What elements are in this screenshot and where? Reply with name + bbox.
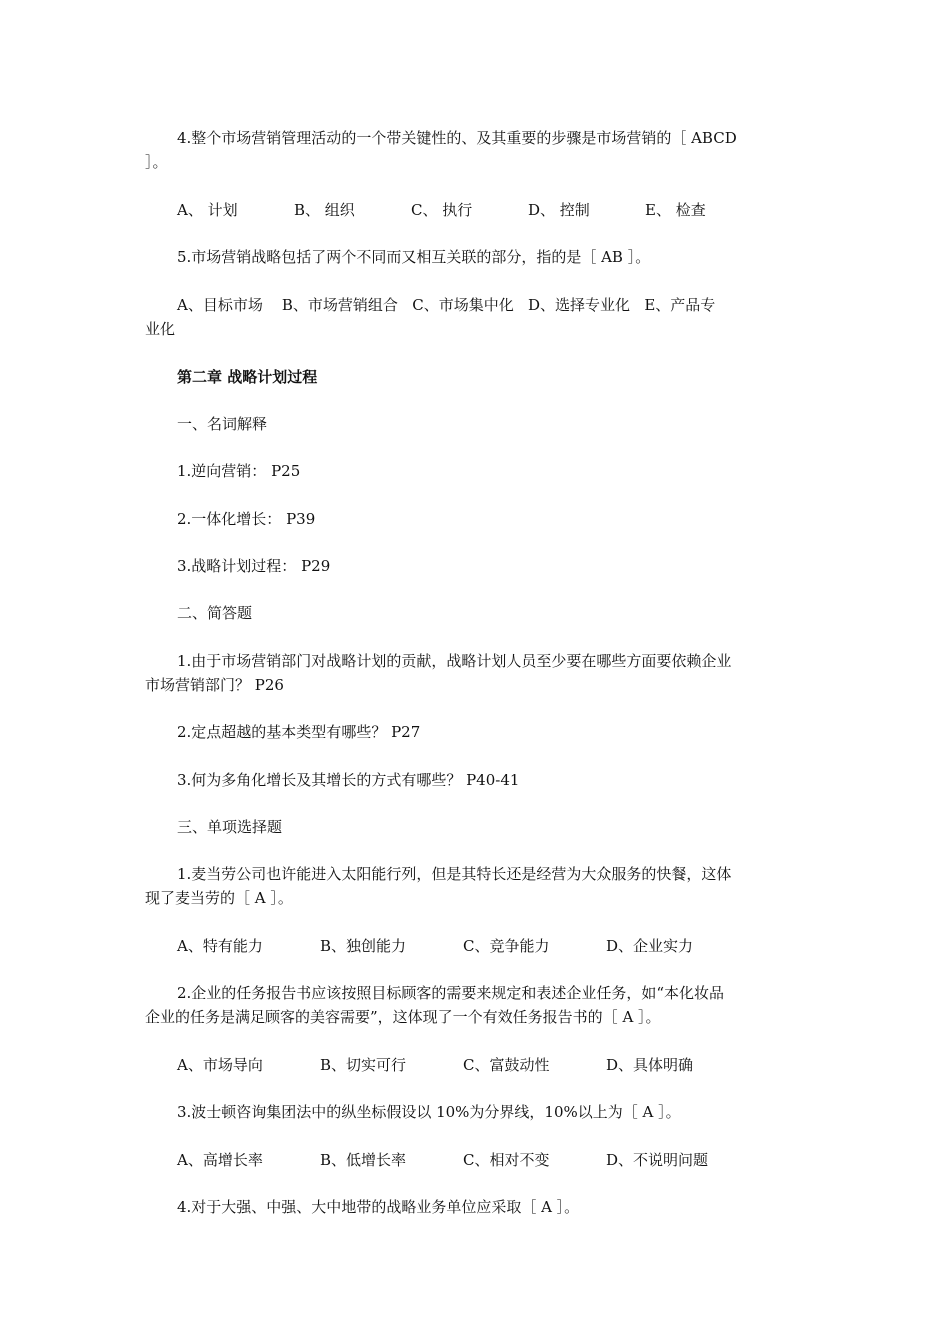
option-a: A、特有能力: [177, 937, 263, 955]
option-c: C、竞争能力: [463, 937, 550, 955]
option-b: B、 组织: [294, 201, 355, 219]
option-b: B、低增长率: [320, 1151, 407, 1169]
term-3: 3.战略计划过程： P29: [177, 557, 331, 575]
option-d: D、不说明问题: [606, 1151, 709, 1169]
section-heading-3: 三、单项选择题: [177, 818, 283, 836]
question-4-line-1: 4.整个市场营销管理活动的一个带关键性的、及其重要的步骤是市场营销的［ ABCD: [177, 129, 737, 147]
choice-3: 3.波士顿咨询集团法中的纵坐标假设以 10%为分界线，10%以上为［ A ］。: [177, 1103, 681, 1121]
choice-3-options: [177, 1148, 805, 1172]
option-e: E、 检查: [645, 201, 706, 219]
option-b: B、独创能力: [320, 937, 407, 955]
choice-1-line-2: 现了麦当劳的［ A ］。: [145, 889, 293, 907]
choice-1-options: [177, 934, 805, 958]
term-2: 2.一体化增长： P39: [177, 510, 316, 528]
short-answer-2: 2.定点超越的基本类型有哪些？ P27: [177, 723, 421, 741]
option-b: B、切实可行: [320, 1056, 407, 1074]
choice-1-line-1: 1.麦当劳公司也许能进入太阳能行列，但是其特长还是经营为大众服务的快餐，这体: [177, 865, 732, 883]
option-a: A、 计划: [177, 201, 238, 219]
option-d: D、企业实力: [606, 937, 694, 955]
question-5-options-line-1: A、目标市场 B、市场营销组合 C、市场集中化 D、选择专业化 E、产品专: [177, 296, 716, 314]
section-heading-2: 二、简答题: [177, 604, 253, 622]
choice-4: 4.对于大强、中强、大中地带的战略业务单位应采取［ A ］。: [177, 1198, 580, 1216]
option-a: A、高增长率: [177, 1151, 263, 1169]
choice-2-options: [177, 1053, 805, 1077]
chapter-heading: 第二章 战略计划过程: [177, 368, 318, 386]
option-c: C、相对不变: [463, 1151, 550, 1169]
question-4-options: [177, 198, 805, 222]
option-c: C、富鼓动性: [463, 1056, 550, 1074]
option-d: D、 控制: [528, 201, 590, 219]
section-heading-1: 一、名词解释: [177, 415, 268, 433]
question-5-options-line-2: 业化: [145, 320, 176, 338]
option-a: A、市场导向: [177, 1056, 263, 1074]
short-answer-1-line-1: 1.由于市场营销部门对战略计划的贡献，战略计划人员至少要在哪些方面要依赖企业: [177, 652, 732, 670]
option-c: C、 执行: [411, 201, 473, 219]
question-5: 5.市场营销战略包括了两个不同而又相互关联的部分，指的是［ AB ］。: [177, 248, 651, 266]
choice-2-line-1: 2.企业的任务报告书应该按照目标顾客的需要来规定和表述企业任务，如“本化妆品: [177, 984, 724, 1002]
question-4-line-2: ］。: [145, 153, 168, 171]
option-d: D、具体明确: [606, 1056, 694, 1074]
term-1: 1.逆向营销： P25: [177, 462, 301, 480]
short-answer-3: 3.何为多角化增长及其增长的方式有哪些？ P40-41: [177, 771, 520, 789]
choice-2-line-2: 企业的任务是满足顾客的美容需要”，这体现了一个有效任务报告书的［ A ］。: [145, 1008, 661, 1026]
short-answer-1-line-2: 市场营销部门？ P26: [145, 676, 284, 694]
